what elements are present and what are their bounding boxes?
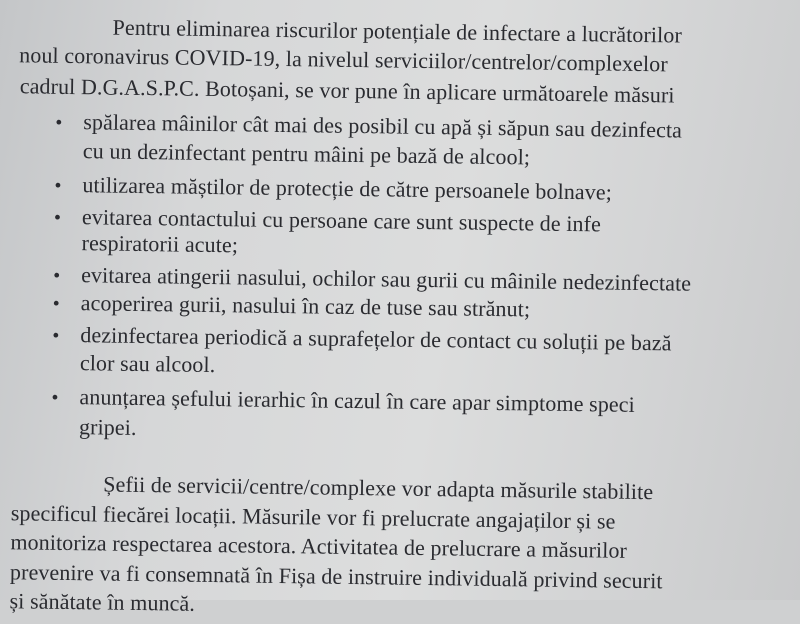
measure-6-line-2: clor sau alcool. [79,350,216,378]
intro-line-2: noul coronavirus COVID-19, la nivelul serviciilor/centrelor/complexelor [19,42,668,77]
measure-7-line-2: gripei. [78,414,137,440]
intro-line-3: cadrul D.G.A.S.P.C. Botoșani, se vor pune în aplicare următoarele măsuri [19,73,675,108]
measure-1-line-1: spălarea mâinilor cât mai des posibil cu apă și săpun sau dezinfecta [83,109,683,143]
closing-line-2: specificul fiecărei locații. Măsurile vor fi prelucrate angajaților și se [10,500,616,534]
closing-line-4: prevenire va fi consemnată în Fișa de instruire individuală privind securit [9,559,663,594]
bullet-5: • [52,292,60,315]
closing-line-3: monitoriza respectarea acestora. Activitatea de prelucrare a măsurilor [10,529,628,563]
closing-line-1: Șefii de servicii/centre/complexe vor adapta măsurile stabilite [103,471,654,505]
bullet-1: • [55,111,63,134]
measure-7-line-1: anunțarea șefului ierarhic în cazul în care apar simptome speci [79,384,636,417]
closing-line-5: și sănătate în muncă. [9,588,196,616]
measure-3-line-1: evitarea contactului cu persoane care sunt suspecte de infe [81,204,602,237]
intro-line-1: Pentru eliminarea riscurilor potențiale de infectare a lucrătorilor [112,14,683,48]
measure-6-line-1: dezinfectarea periodică a suprafețelor de contact cu soluții pe bază [80,322,672,356]
bullet-3: • [53,206,62,229]
bullet-2: • [54,174,62,197]
bullet-7: • [51,386,59,409]
bullet-4: • [53,264,61,287]
measure-3-line-2: respiratorii acute; [81,230,239,258]
measure-2-line-1: utilizarea măștilor de protecție de către persoanele bolnave; [82,172,613,205]
measure-5-line-1: acoperirea gurii, nasului în caz de tuse sau strănut; [80,290,531,322]
measure-1-line-2: cu un dezinfectant pentru mâini pe bază de alcool; [82,138,531,170]
measure-4-line-1: evitarea atingerii nasului, ochilor sau gurii cu mâinile nedezinfectate [80,262,692,296]
bullet-6: • [52,324,60,347]
